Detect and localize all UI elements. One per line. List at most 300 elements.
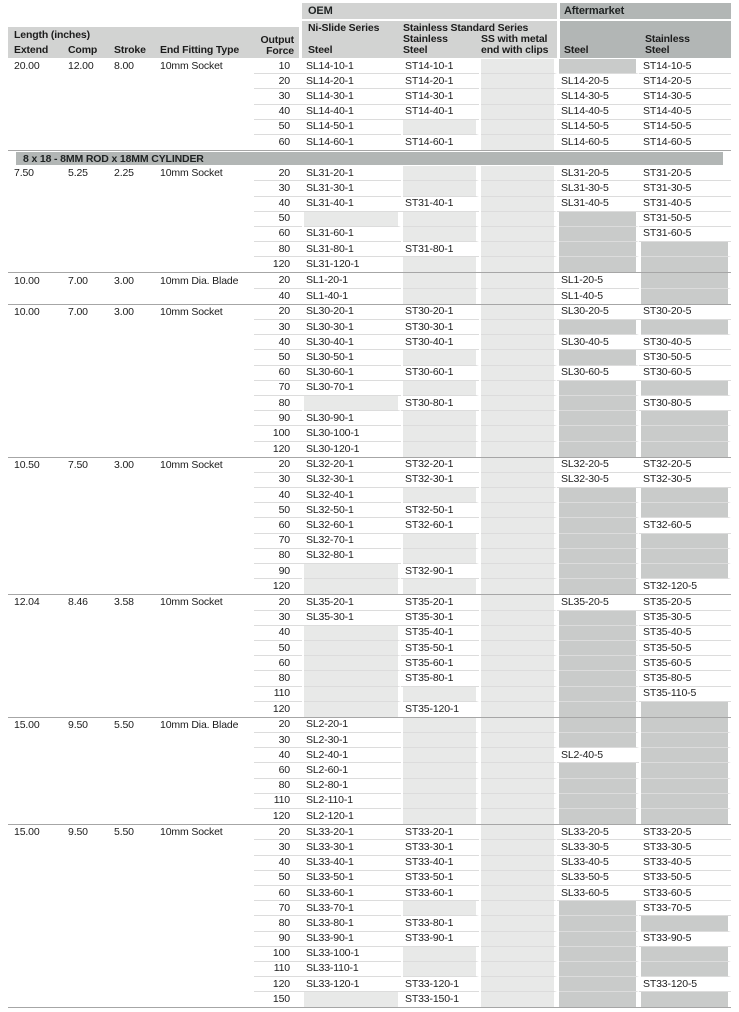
- section-header: 8 x 18 - 8MM ROD x 18MM CYLINDER: [16, 152, 723, 165]
- stroke-value: [108, 518, 154, 533]
- part-cell-ss-clips: [481, 856, 557, 871]
- table-row: [8, 135, 731, 150]
- part-cell-oem-steel: SL14-30-1: [302, 89, 401, 104]
- part-cell-oem-steel: SL1-20-1: [302, 273, 401, 288]
- comp-value: [62, 120, 108, 135]
- end-fitting-value: [154, 763, 254, 778]
- stroke-value: [108, 977, 154, 992]
- comp-value: [62, 962, 108, 977]
- part-cell-aftermarket-stainless: ST33-70-5: [639, 901, 731, 916]
- part-cell-aftermarket-steel: SL35-20-5: [557, 595, 639, 610]
- part-cell-oem-steel: [304, 671, 401, 686]
- output-force-value: 120: [272, 580, 290, 593]
- part-cell-oem-stainless: ST14-30-1: [401, 89, 479, 104]
- part-cell-aftermarket-steel: SL14-50-5: [557, 120, 639, 135]
- output-force-value: 60: [254, 656, 294, 671]
- part-cell-aftermarket-stainless: [641, 809, 731, 824]
- part-cell-aftermarket-stainless: ST35-80-5: [639, 671, 731, 686]
- part-cell-aftermarket-stainless: [641, 442, 731, 457]
- table-row: [8, 89, 731, 104]
- column-spacer: [294, 733, 302, 748]
- end-fitting-value: [154, 320, 254, 335]
- comp-value: 7.00: [68, 274, 88, 287]
- output-force-value: 20: [254, 305, 294, 320]
- part-cell-aftermarket-steel: SL14-20-5: [557, 74, 639, 89]
- output-force-value: 40: [254, 626, 294, 641]
- part-cell-ss-clips: [481, 871, 557, 886]
- comp-value: [62, 763, 108, 778]
- part-cell-oem-steel: SL33-60-1: [302, 886, 401, 901]
- part-cell-oem-stainless: [403, 779, 479, 794]
- table-body: [8, 59, 731, 1008]
- extend-value: [8, 366, 62, 381]
- part-cell-oem-steel: SL32-80-1: [302, 549, 401, 564]
- extend-value: 15.00: [14, 826, 40, 839]
- part-cell-ss-clips: [481, 473, 557, 488]
- part-cell-oem-stainless: ST32-90-1: [401, 564, 479, 579]
- column-spacer: [294, 977, 302, 992]
- stroke-value: [108, 242, 154, 257]
- extend-value: [8, 748, 62, 763]
- part-cell-oem-stainless: [403, 962, 479, 977]
- extend-value: [8, 840, 62, 855]
- column-spacer: [294, 305, 302, 320]
- column-spacer: [294, 579, 302, 594]
- extend-value: [8, 257, 62, 272]
- table-row: [8, 932, 731, 947]
- comp-value: [62, 916, 108, 931]
- part-cell-aftermarket-stainless: ST35-30-5: [639, 611, 731, 626]
- part-cell-oem-stainless: [403, 947, 479, 962]
- length-inches-label: Length (inches): [14, 29, 90, 41]
- end-fitting-value: [154, 901, 254, 916]
- part-cell-oem-stainless: [403, 289, 479, 304]
- end-fitting-value: 10mm Socket: [160, 458, 223, 471]
- part-cell-ss-clips: [481, 840, 557, 855]
- extend-value: [8, 381, 62, 396]
- column-spacer: [294, 779, 302, 794]
- table-row: [8, 733, 731, 748]
- part-cell-aftermarket-steel: SL30-20-5: [557, 305, 639, 320]
- part-cell-ss-clips: [481, 718, 557, 733]
- part-cell-oem-stainless: [403, 350, 479, 365]
- part-cell-ss-clips: [481, 947, 557, 962]
- part-cell-aftermarket-steel: [559, 257, 639, 272]
- column-spacer: [294, 242, 302, 257]
- part-cell-ss-clips: [481, 748, 557, 763]
- part-cell-aftermarket-steel: SL14-60-5: [561, 136, 609, 149]
- table-row: [8, 748, 731, 763]
- comp-value: 7.00: [68, 305, 88, 318]
- extend-value: [8, 120, 62, 135]
- part-cell-oem-steel: SL31-120-1: [306, 258, 360, 271]
- comp-value: [62, 656, 108, 671]
- part-cell-aftermarket-stainless: [641, 503, 731, 518]
- end-fitting-value: [154, 411, 254, 426]
- column-spacer: [294, 350, 302, 365]
- column-spacer: [294, 595, 302, 610]
- part-cell-aftermarket-steel: [559, 656, 639, 671]
- comp-value: [62, 257, 108, 272]
- output-force-value: 80: [254, 242, 294, 257]
- column-spacer: [294, 411, 302, 426]
- output-force-value: 70: [254, 381, 294, 396]
- end-fitting-value: [154, 74, 254, 89]
- end-fitting-value: [154, 135, 254, 150]
- end-fitting-value: [154, 840, 254, 855]
- part-cell-aftermarket-steel: [559, 794, 639, 809]
- end-fitting-value: [154, 992, 254, 1007]
- part-cell-aftermarket-stainless: [641, 488, 731, 503]
- comp-value: [62, 840, 108, 855]
- part-cell-oem-steel: SL2-60-1: [302, 763, 401, 778]
- end-fitting-value: [154, 227, 254, 242]
- part-cell-oem-stainless: [403, 381, 479, 396]
- part-cell-aftermarket-steel: SL14-40-5: [557, 105, 639, 120]
- part-cell-aftermarket-stainless: ST30-80-5: [639, 396, 731, 411]
- part-cell-aftermarket-steel: [559, 518, 639, 533]
- part-cell-oem-steel: SL32-70-1: [302, 534, 401, 549]
- end-fitting-value: [154, 733, 254, 748]
- output-force-value: 80: [254, 549, 294, 564]
- output-force-value: 40: [254, 335, 294, 350]
- stroke-value: [108, 871, 154, 886]
- output-force-value: 50: [254, 212, 294, 227]
- comp-value: 9.50: [68, 718, 88, 731]
- table-row: [8, 227, 731, 242]
- output-force-value: 90: [254, 411, 294, 426]
- stroke-value: [108, 197, 154, 212]
- end-fitting-value: [154, 366, 254, 381]
- part-cell-ss-clips: [481, 916, 557, 931]
- part-cell-aftermarket-steel: [559, 916, 639, 931]
- extend-value: [8, 977, 62, 992]
- column-spacer: [294, 947, 302, 962]
- part-cell-oem-steel: SL32-30-1: [302, 473, 401, 488]
- column-spacer: [294, 825, 302, 840]
- table-row: [8, 166, 731, 181]
- extend-value: [8, 947, 62, 962]
- comp-column-label: Comp: [68, 44, 98, 56]
- comp-value: [62, 992, 108, 1007]
- comp-value: [62, 886, 108, 901]
- part-cell-ss-clips: [481, 458, 557, 473]
- extend-value: [8, 733, 62, 748]
- stroke-value: [108, 105, 154, 120]
- part-cell-oem-stainless: [403, 901, 479, 916]
- part-cell-aftermarket-stainless: ST30-40-5: [639, 335, 731, 350]
- table-row: [8, 962, 731, 977]
- table-row: [8, 886, 731, 901]
- part-cell-ss-clips: [481, 335, 557, 350]
- output-force-value: 40: [254, 197, 294, 212]
- part-cell-ss-clips: [481, 932, 557, 947]
- stroke-value: 5.50: [114, 826, 134, 839]
- part-cell-aftermarket-steel: SL32-20-5: [557, 458, 639, 473]
- comp-value: [62, 135, 108, 150]
- output-force-value: 30: [254, 320, 294, 335]
- stroke-value: 3.58: [114, 596, 134, 609]
- part-cell-aftermarket-steel: [559, 932, 639, 947]
- part-cell-oem-steel: SL33-40-1: [302, 856, 401, 871]
- part-cell-oem-steel: [304, 564, 401, 579]
- table-row: [8, 242, 731, 257]
- column-spacer: [294, 89, 302, 104]
- part-cell-aftermarket-stainless: ST33-20-5: [639, 825, 731, 840]
- stroke-value: [108, 212, 154, 227]
- stroke-value: [108, 932, 154, 947]
- end-fitting-value: 10mm Socket: [160, 60, 223, 73]
- comp-value: [62, 748, 108, 763]
- column-spacer: [294, 366, 302, 381]
- table-row: [8, 779, 731, 794]
- part-cell-oem-stainless: [403, 181, 479, 196]
- extend-value: 12.04: [14, 596, 40, 609]
- extend-value: [8, 611, 62, 626]
- output-force-value: 120: [272, 258, 290, 271]
- part-cell-oem-steel: SL31-30-1: [302, 181, 401, 196]
- comp-value: 8.46: [68, 596, 88, 609]
- part-cell-aftermarket-stainless: [641, 242, 731, 257]
- part-cell-oem-steel: SL32-60-1: [302, 518, 401, 533]
- part-cell-oem-steel: SL33-120-1: [302, 977, 401, 992]
- part-cell-ss-clips: [481, 564, 557, 579]
- table-row: [8, 564, 731, 579]
- part-cell-oem-stainless: ST33-150-1: [405, 993, 459, 1006]
- part-cell-oem-stainless: ST30-80-1: [401, 396, 479, 411]
- comp-value: [62, 411, 108, 426]
- part-cell-oem-stainless: ST35-30-1: [401, 611, 479, 626]
- part-cell-oem-stainless: ST33-80-1: [401, 916, 479, 931]
- comp-value: [62, 105, 108, 120]
- part-cell-oem-stainless: [403, 718, 479, 733]
- part-cell-aftermarket-steel: [559, 962, 639, 977]
- stroke-value: [108, 579, 154, 594]
- part-cell-ss-clips: [481, 901, 557, 916]
- table-row: [8, 534, 731, 549]
- extend-value: [8, 564, 62, 579]
- part-cell-aftermarket-stainless: ST35-110-5: [639, 687, 731, 702]
- part-cell-ss-clips: [481, 166, 557, 181]
- extend-value: [8, 962, 62, 977]
- part-cell-aftermarket-steel: SL30-60-5: [557, 366, 639, 381]
- part-cell-oem-stainless: ST30-30-1: [401, 320, 479, 335]
- extend-value: [8, 916, 62, 931]
- end-fitting-value: [154, 89, 254, 104]
- table-row: [8, 320, 731, 335]
- part-cell-aftermarket-steel: [559, 350, 639, 365]
- output-force-value: 60: [254, 518, 294, 533]
- end-fitting-value: [154, 947, 254, 962]
- part-cell-oem-steel: SL30-40-1: [302, 335, 401, 350]
- column-spacer: [294, 473, 302, 488]
- part-cell-ss-clips: [481, 579, 557, 594]
- end-fitting-value: [154, 396, 254, 411]
- extend-value: [8, 335, 62, 350]
- part-cell-ss-clips: [481, 763, 557, 778]
- column-spacer: [294, 671, 302, 686]
- table-row: [8, 503, 731, 518]
- table-row: [8, 289, 731, 304]
- end-fitting-value: [154, 932, 254, 947]
- end-fitting-type-column-label: End Fitting Type: [160, 44, 240, 56]
- part-cell-oem-steel: SL32-50-1: [302, 503, 401, 518]
- column-spacer: [294, 503, 302, 518]
- table-row: [8, 992, 731, 1007]
- output-force-value: 40: [254, 488, 294, 503]
- stroke-value: [108, 89, 154, 104]
- part-cell-ss-clips: [481, 257, 557, 272]
- output-force-value: 60: [254, 763, 294, 778]
- part-cell-oem-stainless: ST35-40-1: [401, 626, 479, 641]
- output-force-value: 100: [254, 426, 294, 441]
- stroke-value: [108, 962, 154, 977]
- part-cell-oem-stainless: ST14-10-1: [401, 59, 479, 74]
- part-cell-oem-steel: SL31-80-1: [302, 242, 401, 257]
- comp-value: [62, 871, 108, 886]
- end-fitting-value: [154, 518, 254, 533]
- part-cell-oem-steel: SL33-70-1: [302, 901, 401, 916]
- comp-value: [62, 901, 108, 916]
- part-cell-oem-stainless: [403, 809, 479, 824]
- table-row: [8, 671, 731, 686]
- extend-value: [8, 89, 62, 104]
- output-force-value: 60: [254, 886, 294, 901]
- table-row: [8, 549, 731, 564]
- comp-value: [62, 549, 108, 564]
- output-force-value: 20: [254, 166, 294, 181]
- part-cell-ss-clips: [481, 488, 557, 503]
- stroke-value: [108, 442, 154, 457]
- extend-value: [8, 396, 62, 411]
- output-force-value: 30: [254, 473, 294, 488]
- table-row: [8, 809, 731, 824]
- extend-value: [8, 656, 62, 671]
- part-cell-aftermarket-stainless: ST32-120-5: [643, 580, 697, 593]
- column-spacer: [294, 181, 302, 196]
- part-cell-aftermarket-steel: SL31-20-5: [557, 166, 639, 181]
- part-cell-aftermarket-steel: [559, 442, 639, 457]
- extend-value: [8, 411, 62, 426]
- part-cell-ss-clips: [481, 411, 557, 426]
- extend-value: [8, 105, 62, 120]
- part-cell-aftermarket-steel: [559, 212, 639, 227]
- part-cell-aftermarket-steel: [559, 381, 639, 396]
- part-cell-ss-clips: [481, 794, 557, 809]
- aftermarket-group-header: [560, 3, 731, 19]
- comp-value: [62, 442, 108, 457]
- column-spacer: [294, 840, 302, 855]
- table-row: [8, 611, 731, 626]
- table-row: [8, 840, 731, 855]
- column-spacer: [294, 135, 302, 150]
- part-cell-oem-steel: SL14-40-1: [302, 105, 401, 120]
- comp-value: [62, 977, 108, 992]
- end-fitting-value: 10mm Socket: [160, 826, 223, 839]
- extend-value: [8, 671, 62, 686]
- part-cell-aftermarket-steel: [559, 396, 639, 411]
- stroke-value: [108, 473, 154, 488]
- extend-value: [8, 289, 62, 304]
- part-cell-aftermarket-steel: [559, 901, 639, 916]
- part-cell-aftermarket-stainless: ST32-60-5: [639, 518, 731, 533]
- part-cell-aftermarket-steel: [559, 503, 639, 518]
- end-fitting-value: [154, 335, 254, 350]
- part-cell-oem-stainless: [403, 227, 479, 242]
- comp-value: [62, 626, 108, 641]
- stainless-standard-series-label: Stainless Standard Series: [403, 22, 529, 34]
- part-cell-aftermarket-stainless: [641, 733, 731, 748]
- table-row: [8, 74, 731, 89]
- extend-value: [8, 779, 62, 794]
- part-cell-ss-clips: [481, 626, 557, 641]
- table-row: [8, 718, 731, 733]
- comp-value: [62, 611, 108, 626]
- comp-value: [62, 473, 108, 488]
- comp-value: [62, 74, 108, 89]
- oem-subheader-box: [302, 21, 557, 58]
- column-spacer: [294, 212, 302, 227]
- stroke-column-label: Stroke: [114, 44, 146, 56]
- table-row: [8, 916, 731, 931]
- part-cell-oem-stainless: ST31-80-1: [401, 242, 479, 257]
- part-cell-aftermarket-steel: [559, 242, 639, 257]
- part-cell-aftermarket-stainless: [641, 702, 731, 717]
- part-cell-oem-steel: SL2-110-1: [302, 794, 401, 809]
- comp-value: [62, 289, 108, 304]
- output-force-value: 40: [254, 748, 294, 763]
- table-row: [8, 473, 731, 488]
- stroke-value: [108, 763, 154, 778]
- part-cell-aftermarket-stainless: [641, 564, 731, 579]
- part-cell-aftermarket-steel: [559, 977, 639, 992]
- part-cell-oem-steel: SL1-40-1: [306, 289, 348, 302]
- part-cell-aftermarket-stainless: ST35-50-5: [639, 641, 731, 656]
- output-force-value: 80: [254, 916, 294, 931]
- part-cell-oem-steel: SL31-40-1: [302, 197, 401, 212]
- output-force-value: 90: [254, 564, 294, 579]
- part-cell-aftermarket-stainless: ST35-40-5: [639, 626, 731, 641]
- stroke-value: [108, 916, 154, 931]
- part-cell-oem-steel: SL2-20-1: [302, 718, 401, 733]
- part-cell-ss-clips: [481, 442, 557, 457]
- output-force-column-label: Output Force: [260, 34, 294, 57]
- column-spacer: [294, 257, 302, 272]
- extend-value: [8, 641, 62, 656]
- part-cell-aftermarket-steel: [559, 718, 639, 733]
- column-spacer: [294, 227, 302, 242]
- end-fitting-value: 10mm Dia. Blade: [160, 718, 239, 731]
- column-spacer: [294, 105, 302, 120]
- stroke-value: [108, 350, 154, 365]
- part-cell-aftermarket-steel: [559, 626, 639, 641]
- part-cell-oem-steel: SL30-120-1: [306, 442, 360, 455]
- part-cell-ss-clips: [481, 366, 557, 381]
- part-cell-oem-stainless: [403, 534, 479, 549]
- part-cell-oem-steel: SL30-60-1: [302, 366, 401, 381]
- comp-value: [62, 227, 108, 242]
- column-spacer: [294, 59, 302, 74]
- part-cell-oem-stainless: [403, 733, 479, 748]
- output-force-value: 60: [278, 136, 290, 149]
- product-group: [8, 458, 731, 596]
- end-fitting-value: [154, 886, 254, 901]
- stroke-value: [108, 181, 154, 196]
- end-fitting-value: [154, 181, 254, 196]
- part-cell-aftermarket-stainless: ST30-50-5: [639, 350, 731, 365]
- extend-value: [8, 74, 62, 89]
- extend-value: 7.50: [14, 167, 34, 180]
